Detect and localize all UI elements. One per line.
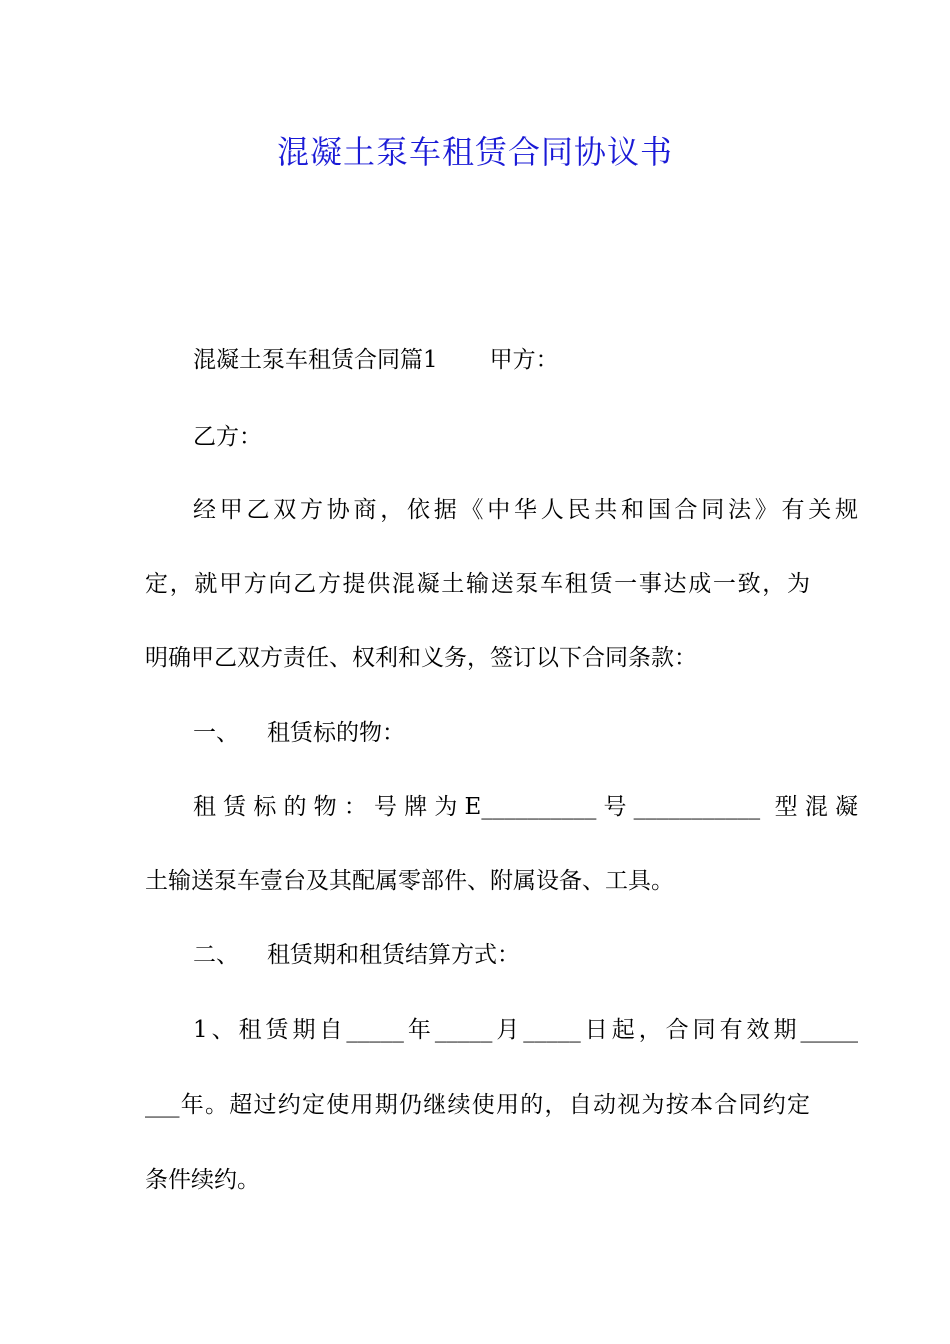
party-b-label: 乙方：: [193, 424, 262, 450]
section-title: 租赁标的物：: [267, 720, 405, 746]
section-heading-1: [145, 713, 858, 753]
paragraph-line: 明确甲乙双方责任、权利和义务，签订以下合同条款：: [145, 645, 697, 671]
paragraph-header-line: [145, 340, 858, 380]
document-title: 混凝土泵车租赁合同协议书: [276, 133, 673, 171]
paragraph-line: 租赁标的物：号牌为E__________号___________ 型混凝: [193, 794, 858, 820]
section-heading-2: [145, 935, 858, 975]
paragraph-line: 1、租赁期自_____年_____月_____日起，合同有效期_____: [193, 1017, 858, 1043]
paragraph-line: ___年。超过约定使用期仍继续使用的，自动视为按本合同约定: [145, 1092, 810, 1118]
paragraph-line: 条件续约。: [145, 1167, 260, 1193]
section-number: 二、: [193, 942, 239, 968]
paragraph-line: 定，就甲方向乙方提供混凝土输送泵车租赁一事达成一致，为: [145, 571, 810, 597]
contract-section-label: 混凝土泵车租赁合同篇1: [193, 347, 438, 373]
section-number: 一、: [193, 720, 239, 746]
section-title: 租赁期和租赁结算方式：: [267, 942, 520, 968]
paragraph-line: 经甲乙双方协商，依据《中华人民共和国合同法》有关规: [193, 497, 858, 523]
party-a-label: 甲方：: [489, 347, 559, 373]
paragraph-line: 土输送泵车壹台及其配属零部件、附属设备、工具。: [145, 868, 674, 894]
